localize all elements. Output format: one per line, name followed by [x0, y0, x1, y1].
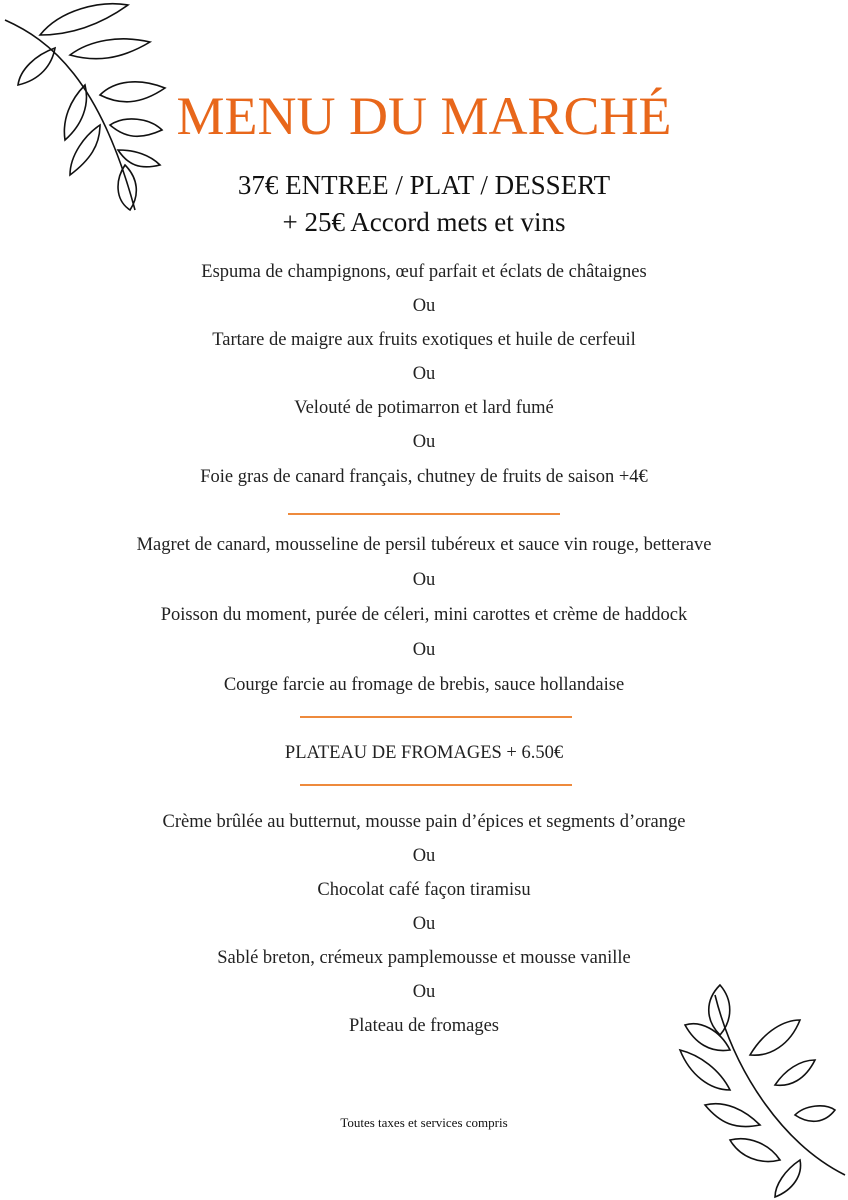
section-divider: [300, 784, 572, 786]
pairing-line: + 25€ Accord mets et vins: [282, 207, 566, 237]
dessert-item: Plateau de fromages: [349, 1016, 499, 1036]
or-separator: Ou: [412, 914, 436, 934]
or-separator: Ou: [412, 432, 436, 452]
entree-item: Tartare de maigre aux fruits exotiques et huile de cerfeuil: [212, 330, 636, 350]
section-divider: [300, 716, 572, 718]
or-separator: Ou: [412, 982, 436, 1002]
price-line: 37€ ENTREE / PLAT / DESSERT: [237, 170, 611, 200]
or-separator: Ou: [412, 570, 436, 590]
entree-item: Espuma de champignons, œuf parfait et éclats de châtaignes: [201, 262, 647, 282]
or-separator: Ou: [412, 640, 436, 660]
entree-item: Foie gras de canard français, chutney de fruits de saison +4€: [200, 467, 648, 487]
cheese-option: PLATEAU DE FROMAGES + 6.50€: [284, 743, 564, 763]
entree-item: Velouté de potimarron et lard fumé: [294, 398, 554, 418]
plat-item: Courge farcie au fromage de brebis, sauce hollandaise: [223, 675, 625, 695]
leaf-branch-bottom-right-icon: [675, 975, 848, 1200]
dessert-item: Chocolat café façon tiramisu: [317, 880, 531, 900]
or-separator: Ou: [412, 296, 436, 316]
or-separator: Ou: [412, 364, 436, 384]
page-title: MENU DU MARCHÉ: [176, 86, 672, 146]
footer-note: Toutes taxes et services compris: [340, 1115, 508, 1130]
dessert-item: Sablé breton, crémeux pamplemousse et mousse vanille: [217, 948, 631, 968]
plat-item: Poisson du moment, purée de céleri, mini carottes et crème de haddock: [160, 605, 688, 625]
dessert-item: Crème brûlée au butternut, mousse pain d’épices et segments d’orange: [162, 812, 686, 832]
or-separator: Ou: [412, 846, 436, 866]
section-divider: [288, 513, 560, 515]
plat-item: Magret de canard, mousseline de persil tubéreux et sauce vin rouge, betterave: [136, 535, 712, 555]
